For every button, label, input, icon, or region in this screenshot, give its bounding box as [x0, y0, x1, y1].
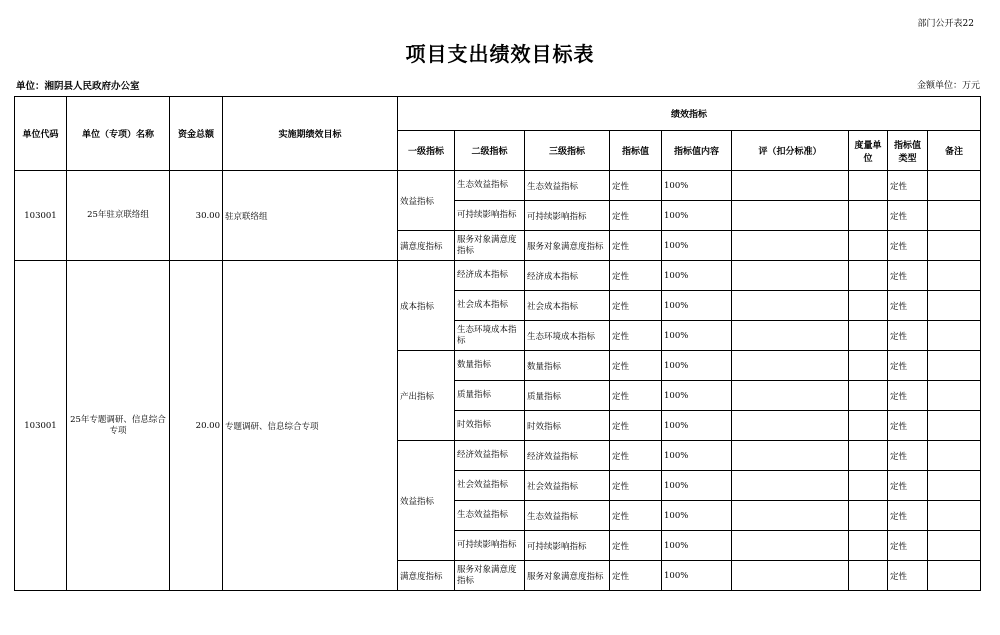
remark-cell	[928, 471, 981, 501]
level1-cell: 效益指标	[398, 171, 455, 231]
remark-cell	[928, 531, 981, 561]
col-header-content: 指标值内容	[662, 131, 732, 171]
table-row	[15, 171, 981, 201]
measure-cell	[849, 411, 888, 441]
level2-cell: 可持续影响指标	[455, 531, 525, 561]
level3-cell: 质量指标	[525, 381, 610, 411]
level2-cell: 社会效益指标	[455, 471, 525, 501]
value-cell: 定性	[610, 531, 662, 561]
level3-cell: 数量指标	[525, 351, 610, 381]
value-type-cell: 定性	[888, 351, 928, 381]
level2-cell: 质量指标	[455, 381, 525, 411]
value-type-cell: 定性	[888, 231, 928, 261]
level3-cell: 经济效益指标	[525, 441, 610, 471]
unit-code-cell: 103001	[15, 261, 67, 591]
level2-cell: 可持续影响指标	[455, 201, 525, 231]
measure-cell	[849, 501, 888, 531]
content-cell: 100%	[662, 171, 732, 201]
scoring-cell	[732, 261, 849, 291]
level3-cell: 生态效益指标	[525, 501, 610, 531]
value-cell: 定性	[610, 351, 662, 381]
amount-unit-label: 金额单位：万元	[916, 81, 980, 91]
level3-cell: 生态效益指标	[525, 171, 610, 201]
remark-cell	[928, 291, 981, 321]
scoring-cell	[732, 351, 849, 381]
value-type-cell: 定性	[888, 411, 928, 441]
value-cell: 定性	[610, 261, 662, 291]
measure-cell	[849, 231, 888, 261]
level1-cell: 成本指标	[398, 261, 455, 351]
scoring-cell	[732, 441, 849, 471]
total-amount-cell: 20.00	[170, 261, 223, 591]
col-header-scoring: 评（扣分标准）	[732, 131, 849, 171]
page-title: 项目支出绩效目标表	[405, 42, 595, 66]
remark-cell	[928, 381, 981, 411]
col-header-unit-name: 单位（专项）名称	[67, 97, 170, 171]
level2-cell: 生态效益指标	[455, 171, 525, 201]
goal-cell: 专题调研、信息综合专项	[223, 261, 398, 591]
level3-cell: 经济成本指标	[525, 261, 610, 291]
level1-cell: 满意度指标	[398, 231, 455, 261]
level2-cell: 服务对象满意度指标	[455, 231, 525, 261]
measure-cell	[849, 441, 888, 471]
measure-cell	[849, 471, 888, 501]
value-type-cell: 定性	[888, 561, 928, 591]
content-cell: 100%	[662, 531, 732, 561]
form-number-label: 部门公开表22	[917, 19, 974, 29]
scoring-cell	[732, 291, 849, 321]
measure-cell	[849, 321, 888, 351]
scoring-cell	[732, 231, 849, 261]
scoring-cell	[732, 501, 849, 531]
scoring-cell	[732, 201, 849, 231]
level3-cell: 可持续影响指标	[525, 531, 610, 561]
value-cell: 定性	[610, 321, 662, 351]
unit-code-cell: 103001	[15, 171, 67, 261]
measure-cell	[849, 201, 888, 231]
content-cell: 100%	[662, 501, 732, 531]
content-cell: 100%	[662, 471, 732, 501]
value-cell: 定性	[610, 201, 662, 231]
content-cell: 100%	[662, 291, 732, 321]
col-header-goal: 实施期绩效目标	[223, 97, 398, 171]
level3-cell: 社会效益指标	[525, 471, 610, 501]
value-cell: 定性	[610, 171, 662, 201]
col-header-level3: 三级指标	[525, 131, 610, 171]
value-type-cell: 定性	[888, 501, 928, 531]
table-body	[15, 171, 981, 591]
scoring-cell	[732, 561, 849, 591]
level2-cell: 生态效益指标	[455, 501, 525, 531]
measure-cell	[849, 381, 888, 411]
level1-cell: 效益指标	[398, 441, 455, 561]
value-type-cell: 定性	[888, 441, 928, 471]
level2-cell: 生态环境成本指标	[455, 321, 525, 351]
unit-label: 单位：湘阴县人民政府办公室	[16, 81, 140, 92]
project-name-cell: 25年专题调研、信息综合专项	[67, 261, 170, 591]
content-cell: 100%	[662, 201, 732, 231]
measure-cell	[849, 171, 888, 201]
measure-cell	[849, 291, 888, 321]
content-cell: 100%	[662, 351, 732, 381]
col-header-level1: 一级指标	[398, 131, 455, 171]
level1-cell: 产出指标	[398, 351, 455, 441]
remark-cell	[928, 321, 981, 351]
level1-cell: 满意度指标	[398, 561, 455, 591]
measure-cell	[849, 531, 888, 561]
scoring-cell	[732, 471, 849, 501]
measure-cell	[849, 351, 888, 381]
level3-cell: 可持续影响指标	[525, 201, 610, 231]
value-type-cell: 定性	[888, 261, 928, 291]
content-cell: 100%	[662, 381, 732, 411]
level2-cell: 数量指标	[455, 351, 525, 381]
remark-cell	[928, 411, 981, 441]
content-cell: 100%	[662, 561, 732, 591]
remark-cell	[928, 201, 981, 231]
col-header-level2: 二级指标	[455, 131, 525, 171]
level2-cell: 经济效益指标	[455, 441, 525, 471]
col-header-value: 指标值	[610, 131, 662, 171]
total-amount-cell: 30.00	[170, 171, 223, 261]
remark-cell	[928, 351, 981, 381]
content-cell: 100%	[662, 231, 732, 261]
col-header-value-type: 指标值类型	[888, 131, 928, 171]
level3-cell: 服务对象满意度指标	[525, 561, 610, 591]
performance-table	[14, 96, 981, 591]
value-cell: 定性	[610, 441, 662, 471]
value-type-cell: 定性	[888, 291, 928, 321]
remark-cell	[928, 561, 981, 591]
scoring-cell	[732, 531, 849, 561]
scoring-cell	[732, 411, 849, 441]
col-header-remark: 备注	[928, 131, 981, 171]
table-row	[15, 261, 981, 291]
remark-cell	[928, 231, 981, 261]
value-cell: 定性	[610, 231, 662, 261]
col-header-indicators: 绩效指标	[398, 97, 981, 131]
remark-cell	[928, 441, 981, 471]
col-header-code: 单位代码	[15, 97, 67, 171]
scoring-cell	[732, 171, 849, 201]
value-type-cell: 定性	[888, 171, 928, 201]
value-cell: 定性	[610, 501, 662, 531]
value-cell: 定性	[610, 561, 662, 591]
value-type-cell: 定性	[888, 321, 928, 351]
level3-cell: 生态环境成本指标	[525, 321, 610, 351]
level3-cell: 社会成本指标	[525, 291, 610, 321]
content-cell: 100%	[662, 321, 732, 351]
value-cell: 定性	[610, 471, 662, 501]
value-cell: 定性	[610, 411, 662, 441]
remark-cell	[928, 261, 981, 291]
scoring-cell	[732, 381, 849, 411]
col-header-measure: 度量单位	[849, 131, 888, 171]
level3-cell: 时效指标	[525, 411, 610, 441]
measure-cell	[849, 261, 888, 291]
value-cell: 定性	[610, 381, 662, 411]
col-header-total: 资金总额	[170, 97, 223, 171]
measure-cell	[849, 561, 888, 591]
level2-cell: 服务对象满意度指标	[455, 561, 525, 591]
value-type-cell: 定性	[888, 381, 928, 411]
content-cell: 100%	[662, 441, 732, 471]
value-type-cell: 定性	[888, 531, 928, 561]
level3-cell: 服务对象满意度指标	[525, 231, 610, 261]
level2-cell: 经济成本指标	[455, 261, 525, 291]
level2-cell: 社会成本指标	[455, 291, 525, 321]
value-type-cell: 定性	[888, 201, 928, 231]
goal-cell: 驻京联络组	[223, 171, 398, 261]
value-type-cell: 定性	[888, 471, 928, 501]
project-name-cell: 25年驻京联络组	[67, 171, 170, 261]
remark-cell	[928, 171, 981, 201]
value-cell: 定性	[610, 291, 662, 321]
content-cell: 100%	[662, 261, 732, 291]
content-cell: 100%	[662, 411, 732, 441]
scoring-cell	[732, 321, 849, 351]
level2-cell: 时效指标	[455, 411, 525, 441]
remark-cell	[928, 501, 981, 531]
